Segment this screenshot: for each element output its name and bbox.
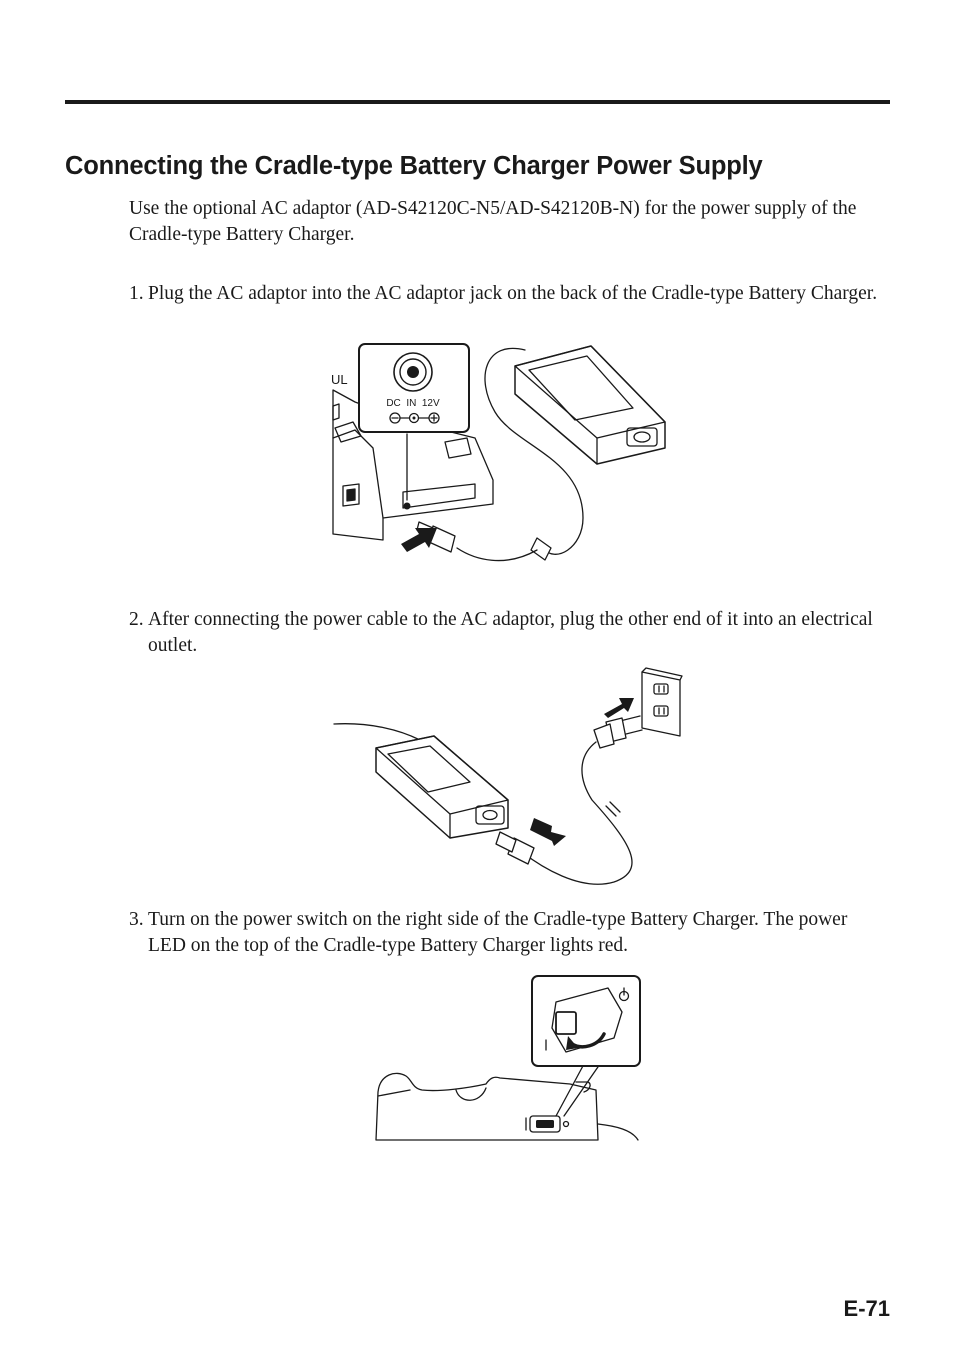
insert-arrow-icon bbox=[530, 818, 566, 846]
figure-adaptor-to-cradle bbox=[325, 338, 675, 574]
page-number: E-71 bbox=[843, 1296, 890, 1321]
step-3-number: 3. bbox=[129, 909, 144, 930]
section-title: Connecting the Cradle-type Battery Charger Power Supply bbox=[65, 152, 763, 180]
figure-cable-to-outlet bbox=[330, 660, 690, 890]
step-1 bbox=[129, 281, 889, 307]
figure-power-switch bbox=[370, 972, 645, 1142]
dc-cable-end bbox=[334, 724, 420, 740]
step-2-text: After connecting the power cable to the AC adaptor, plug the other end of it into an electrical outlet. bbox=[148, 609, 873, 656]
step-2-number: 2. bbox=[129, 609, 144, 630]
svg-text:UL: UL bbox=[331, 372, 348, 387]
ac-adaptor-body bbox=[334, 724, 508, 838]
ac-adaptor-body bbox=[515, 346, 665, 464]
step-1-number: 1. bbox=[129, 283, 144, 304]
power-switch-callout bbox=[532, 976, 640, 1066]
insert-arrow-icon bbox=[401, 528, 437, 552]
intro-paragraph: Use the optional AC adaptor (AD-S42120C-N5/AD-S42120B-N) for the power supply of the Cradle-type Battery Charger. bbox=[129, 198, 857, 245]
step-1-text: Plug the AC adaptor into the AC adaptor jack on the back of the Cradle-type Battery Charger. bbox=[148, 283, 878, 304]
step-2 bbox=[129, 607, 889, 659]
dc-in-label: DC IN 12V bbox=[386, 398, 440, 409]
power-plug-icon bbox=[594, 716, 642, 748]
step-3 bbox=[129, 907, 889, 959]
cradle-side-illustration bbox=[376, 1073, 638, 1140]
plug-in-arrow-icon bbox=[604, 698, 634, 718]
power-cable bbox=[496, 742, 632, 884]
wall-outlet-icon bbox=[642, 668, 682, 736]
step-3-text: Turn on the power switch on the right side of the Cradle-type Battery Charger. The power LED on the top of the Cradle-type Battery Charger lights red. bbox=[148, 909, 848, 956]
top-rule bbox=[65, 100, 890, 104]
